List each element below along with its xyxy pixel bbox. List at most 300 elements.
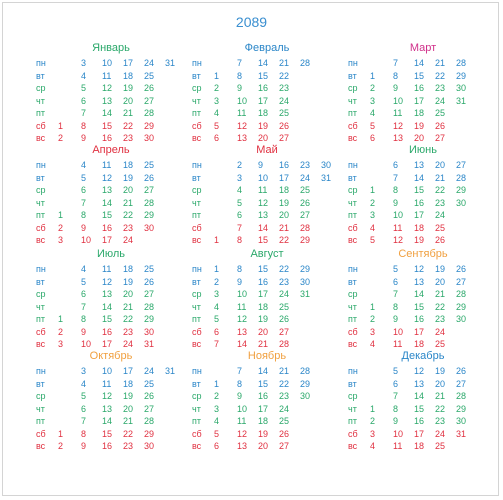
day-number: 21 <box>435 58 446 68</box>
weekday-row <box>36 440 196 453</box>
day-number: 24 <box>300 172 311 183</box>
day-number: 2 <box>370 197 376 208</box>
day-number: 19 <box>258 428 269 439</box>
day-number: 13 <box>102 95 113 106</box>
day-number: 12 <box>102 276 113 287</box>
day-number: 2 <box>58 133 64 143</box>
day-number: 26 <box>456 264 467 274</box>
day-number: 16 <box>102 222 113 233</box>
weekday-label: вс <box>348 441 358 451</box>
weekday-row <box>36 172 196 185</box>
day-number: 19 <box>123 276 134 287</box>
day-number: 23 <box>435 416 446 426</box>
day-number: 21 <box>435 391 446 401</box>
weekday-row <box>192 209 352 222</box>
day-number: 5 <box>370 120 376 131</box>
weekday-row <box>348 172 503 185</box>
day-number: 28 <box>300 58 311 68</box>
day-number: 15 <box>102 428 113 439</box>
weekday-label: сб <box>36 120 46 131</box>
weekday-label: сб <box>192 428 202 439</box>
day-number: 24 <box>435 210 446 220</box>
day-number: 25 <box>435 222 446 233</box>
day-number: 8 <box>237 264 243 274</box>
day-number: 22 <box>435 301 446 312</box>
day-number: 9 <box>393 416 399 426</box>
day-number: 1 <box>58 120 64 131</box>
day-number: 31 <box>165 366 176 376</box>
day-number: 21 <box>279 222 290 233</box>
weekday-row <box>348 234 503 247</box>
day-number: 28 <box>300 222 311 233</box>
weekday-label: ср <box>348 289 358 299</box>
day-number: 12 <box>237 314 248 324</box>
day-number: 1 <box>370 70 376 81</box>
day-number: 28 <box>456 391 467 401</box>
day-number: 24 <box>123 235 134 245</box>
day-number: 6 <box>81 403 87 414</box>
day-number: 9 <box>237 391 243 401</box>
day-number: 23 <box>123 326 134 337</box>
day-number: 1 <box>58 314 64 324</box>
day-number: 26 <box>300 197 311 208</box>
weekday-row <box>192 159 352 172</box>
day-number: 11 <box>393 222 403 233</box>
day-number: 21 <box>123 416 134 426</box>
weekday-label: вт <box>348 378 357 389</box>
day-number: 23 <box>123 222 134 233</box>
day-number: 27 <box>144 95 155 106</box>
weekday-label: чт <box>36 403 45 414</box>
day-number: 4 <box>81 160 87 170</box>
day-number: 27 <box>144 289 155 299</box>
day-number: 29 <box>144 314 155 324</box>
day-number: 26 <box>279 428 290 439</box>
weekday-label: сб <box>192 326 202 337</box>
day-number: 18 <box>414 222 425 233</box>
day-number: 22 <box>123 428 134 439</box>
day-number: 2 <box>214 276 220 287</box>
day-number: 11 <box>393 339 403 349</box>
day-number: 15 <box>258 264 269 274</box>
day-number: 29 <box>456 403 467 414</box>
month-block <box>348 248 503 348</box>
day-number: 12 <box>393 120 404 131</box>
day-number: 17 <box>123 366 134 376</box>
day-number: 9 <box>237 276 243 287</box>
day-number: 5 <box>81 83 87 93</box>
day-number: 11 <box>393 108 403 118</box>
weekday-row <box>192 365 352 378</box>
weekday-label: чт <box>348 197 357 208</box>
day-number: 24 <box>435 428 446 439</box>
day-number: 3 <box>370 428 376 439</box>
day-number: 7 <box>393 391 399 401</box>
month-name: Октябрь <box>89 350 133 362</box>
day-number: 11 <box>393 441 403 451</box>
day-number: 16 <box>102 441 113 451</box>
day-number: 17 <box>414 95 425 106</box>
weekday-label: пн <box>348 160 358 170</box>
day-number: 23 <box>435 83 446 93</box>
weekday-label: пн <box>36 264 46 274</box>
day-number: 6 <box>393 276 399 287</box>
weekday-label: ср <box>36 391 46 401</box>
day-number: 8 <box>81 120 87 131</box>
weekday-row <box>192 234 352 247</box>
day-number: 30 <box>456 197 467 208</box>
day-number: 15 <box>258 235 269 245</box>
day-number: 4 <box>370 339 376 349</box>
weekday-row <box>36 57 196 70</box>
weekday-label: пн <box>36 160 46 170</box>
weekday-label: вс <box>36 339 46 349</box>
day-number: 19 <box>435 264 446 274</box>
day-number: 29 <box>300 264 311 274</box>
day-number: 2 <box>237 160 243 170</box>
day-number: 14 <box>102 301 113 312</box>
month-block <box>36 144 196 244</box>
day-number: 29 <box>300 378 311 389</box>
day-number: 6 <box>214 133 220 143</box>
weekday-row <box>36 313 196 326</box>
weekday-row <box>348 415 503 428</box>
day-number: 4 <box>214 301 220 312</box>
day-number: 23 <box>300 160 311 170</box>
day-number: 14 <box>102 108 113 118</box>
day-number: 1 <box>370 301 376 312</box>
weekday-label: вс <box>348 339 358 349</box>
weekday-row <box>348 313 503 326</box>
day-number: 17 <box>102 235 113 245</box>
day-number: 8 <box>393 185 399 195</box>
day-number: 20 <box>279 210 290 220</box>
day-number: 30 <box>456 416 467 426</box>
day-number: 4 <box>81 264 87 274</box>
day-number: 9 <box>81 133 87 143</box>
day-number: 8 <box>81 428 87 439</box>
weekday-row <box>348 120 503 133</box>
day-number: 21 <box>279 58 290 68</box>
day-number: 19 <box>123 172 134 183</box>
day-number: 29 <box>144 120 155 131</box>
day-number: 23 <box>123 441 134 451</box>
day-number: 13 <box>414 160 425 170</box>
day-number: 30 <box>144 326 155 337</box>
day-number: 4 <box>370 441 376 451</box>
day-number: 20 <box>258 133 269 143</box>
day-number: 27 <box>279 133 290 143</box>
weekday-row <box>348 403 503 416</box>
weekday-label: вт <box>36 70 45 81</box>
day-number: 2 <box>370 83 376 93</box>
day-number: 15 <box>414 70 425 81</box>
day-number: 9 <box>81 222 87 233</box>
day-number: 22 <box>279 264 290 274</box>
weekday-label: пн <box>192 264 202 274</box>
day-number: 13 <box>393 133 404 143</box>
day-number: 28 <box>144 301 155 312</box>
day-number: 30 <box>144 222 155 233</box>
weekday-label: вс <box>36 235 46 245</box>
day-number: 3 <box>237 172 243 183</box>
day-number: 26 <box>144 391 155 401</box>
day-number: 19 <box>258 120 269 131</box>
day-number: 10 <box>258 172 269 183</box>
day-number: 21 <box>123 108 134 118</box>
weekday-row <box>36 184 196 197</box>
day-number: 1 <box>370 403 376 414</box>
day-number: 8 <box>393 403 399 414</box>
day-number: 3 <box>214 403 220 414</box>
weekday-label: сб <box>192 222 202 233</box>
day-number: 19 <box>258 314 269 324</box>
day-number: 3 <box>370 210 376 220</box>
day-number: 25 <box>435 108 446 118</box>
weekday-row <box>192 313 352 326</box>
day-number: 26 <box>279 120 290 131</box>
day-number: 28 <box>279 339 290 349</box>
weekday-row <box>192 390 352 403</box>
day-number: 9 <box>237 83 243 93</box>
weekday-label: пн <box>348 264 358 274</box>
month-name: Март <box>409 42 437 54</box>
weekday-row <box>348 378 503 391</box>
day-number: 14 <box>258 366 269 376</box>
day-number: 23 <box>435 197 446 208</box>
day-number: 20 <box>123 403 134 414</box>
weekday-label: чт <box>192 95 201 106</box>
day-number: 11 <box>258 185 268 195</box>
day-number: 13 <box>237 326 248 337</box>
day-number: 5 <box>393 264 399 274</box>
day-number: 31 <box>321 172 332 183</box>
day-number: 15 <box>414 185 425 195</box>
day-number: 1 <box>214 235 220 245</box>
day-number: 11 <box>102 378 112 389</box>
day-number: 15 <box>258 378 269 389</box>
day-number: 5 <box>370 235 376 245</box>
day-number: 17 <box>279 172 290 183</box>
day-number: 12 <box>414 264 425 274</box>
day-number: 30 <box>300 391 311 401</box>
day-number: 20 <box>435 160 446 170</box>
weekday-label: вт <box>348 172 357 183</box>
day-number: 18 <box>123 378 134 389</box>
weekday-label: сб <box>36 326 46 337</box>
day-number: 27 <box>279 441 290 451</box>
day-number: 21 <box>123 197 134 208</box>
day-number: 22 <box>279 235 290 245</box>
day-number: 31 <box>300 289 311 299</box>
weekday-row <box>348 107 503 120</box>
weekday-label: вт <box>36 378 45 389</box>
weekday-label: сб <box>192 120 202 131</box>
day-number: 27 <box>144 403 155 414</box>
day-number: 19 <box>279 197 290 208</box>
day-number: 5 <box>237 197 243 208</box>
weekday-label: вс <box>36 441 46 451</box>
day-number: 30 <box>144 441 155 451</box>
day-number: 19 <box>414 120 425 131</box>
weekday-label: пт <box>192 416 201 426</box>
day-number: 9 <box>393 314 399 324</box>
weekday-row <box>192 107 352 120</box>
day-number: 10 <box>102 58 113 68</box>
month-block <box>36 42 196 142</box>
weekday-label: вт <box>192 378 201 389</box>
day-number: 10 <box>393 428 404 439</box>
day-number: 21 <box>435 289 446 299</box>
day-number: 25 <box>435 441 446 451</box>
day-number: 20 <box>258 441 269 451</box>
day-number: 11 <box>102 264 112 274</box>
day-number: 24 <box>279 95 290 106</box>
day-number: 7 <box>237 366 243 376</box>
weekday-row <box>348 288 503 301</box>
day-number: 22 <box>123 120 134 131</box>
day-number: 7 <box>393 58 399 68</box>
day-number: 21 <box>123 301 134 312</box>
weekday-label: пт <box>36 416 45 426</box>
weekday-row <box>192 415 352 428</box>
day-number: 16 <box>414 314 425 324</box>
day-number: 22 <box>435 403 446 414</box>
day-number: 26 <box>435 235 446 245</box>
day-number: 3 <box>370 95 376 106</box>
day-number: 7 <box>237 58 243 68</box>
weekday-row <box>192 263 352 276</box>
day-number: 29 <box>456 185 467 195</box>
day-number: 14 <box>102 197 113 208</box>
day-number: 21 <box>435 172 446 183</box>
weekday-row <box>192 82 352 95</box>
day-number: 4 <box>370 108 376 118</box>
day-number: 2 <box>58 222 64 233</box>
day-number: 13 <box>414 276 425 287</box>
day-number: 11 <box>237 108 247 118</box>
day-number: 6 <box>81 185 87 195</box>
weekday-row <box>192 95 352 108</box>
weekday-label: вт <box>192 70 201 81</box>
day-number: 23 <box>279 391 290 401</box>
day-number: 5 <box>214 120 220 131</box>
weekday-row <box>36 378 196 391</box>
day-number: 18 <box>414 108 425 118</box>
day-number: 6 <box>393 378 399 389</box>
day-number: 8 <box>237 235 243 245</box>
day-number: 18 <box>414 441 425 451</box>
weekday-row <box>348 263 503 276</box>
weekday-label: ср <box>192 185 202 195</box>
day-number: 26 <box>456 366 467 376</box>
day-number: 9 <box>393 197 399 208</box>
day-number: 19 <box>123 391 134 401</box>
month-name: Ноябрь <box>247 350 287 362</box>
weekday-label: пт <box>192 210 201 220</box>
weekday-row <box>36 95 196 108</box>
day-number: 15 <box>102 314 113 324</box>
day-number: 29 <box>144 428 155 439</box>
day-number: 26 <box>144 276 155 287</box>
day-number: 8 <box>81 314 87 324</box>
day-number: 7 <box>237 222 243 233</box>
day-number: 30 <box>456 83 467 93</box>
day-number: 11 <box>102 70 112 81</box>
day-number: 28 <box>144 108 155 118</box>
weekday-row <box>348 70 503 83</box>
day-number: 1 <box>370 185 376 195</box>
day-number: 24 <box>279 289 290 299</box>
day-number: 6 <box>81 95 87 106</box>
weekday-label: ср <box>36 289 46 299</box>
day-number: 22 <box>279 378 290 389</box>
weekday-row <box>36 390 196 403</box>
day-number: 8 <box>393 301 399 312</box>
day-number: 7 <box>81 197 87 208</box>
weekday-label: ср <box>348 83 358 93</box>
day-number: 19 <box>435 366 446 376</box>
month-block <box>192 42 352 142</box>
weekday-row <box>348 276 503 289</box>
weekday-label: вт <box>348 70 357 81</box>
month-name: Июнь <box>409 144 437 156</box>
weekday-row <box>348 159 503 172</box>
weekday-row <box>36 82 196 95</box>
day-number: 25 <box>144 264 155 274</box>
day-number: 23 <box>279 83 290 93</box>
day-number: 25 <box>144 160 155 170</box>
day-number: 25 <box>144 70 155 81</box>
day-number: 16 <box>102 326 113 337</box>
day-number: 13 <box>237 441 248 451</box>
weekday-label: ср <box>192 289 202 299</box>
day-number: 17 <box>258 403 269 414</box>
day-number: 2 <box>214 391 220 401</box>
weekday-row <box>348 365 503 378</box>
day-number: 25 <box>300 185 311 195</box>
weekday-label: ср <box>192 83 202 93</box>
day-number: 27 <box>279 326 290 337</box>
weekday-label: вс <box>192 339 202 349</box>
day-number: 6 <box>237 210 243 220</box>
day-number: 24 <box>123 339 134 349</box>
day-number: 11 <box>237 416 247 426</box>
day-number: 29 <box>300 235 311 245</box>
weekday-row <box>348 57 503 70</box>
weekday-row <box>36 197 196 210</box>
day-number: 31 <box>456 95 467 106</box>
day-number: 16 <box>258 83 269 93</box>
weekday-row <box>36 234 196 247</box>
day-number: 4 <box>81 378 87 389</box>
weekday-row <box>348 440 503 453</box>
weekday-row <box>192 428 352 441</box>
day-number: 25 <box>144 378 155 389</box>
day-number: 4 <box>370 222 376 233</box>
day-number: 15 <box>102 120 113 131</box>
weekday-label: вс <box>348 235 358 245</box>
day-number: 23 <box>279 276 290 287</box>
day-number: 26 <box>144 83 155 93</box>
day-number: 3 <box>58 235 64 245</box>
weekday-row <box>36 263 196 276</box>
weekday-label: сб <box>348 428 358 439</box>
day-number: 7 <box>393 172 399 183</box>
day-number: 14 <box>102 416 113 426</box>
weekday-label: сб <box>36 222 46 233</box>
day-number: 10 <box>102 366 113 376</box>
